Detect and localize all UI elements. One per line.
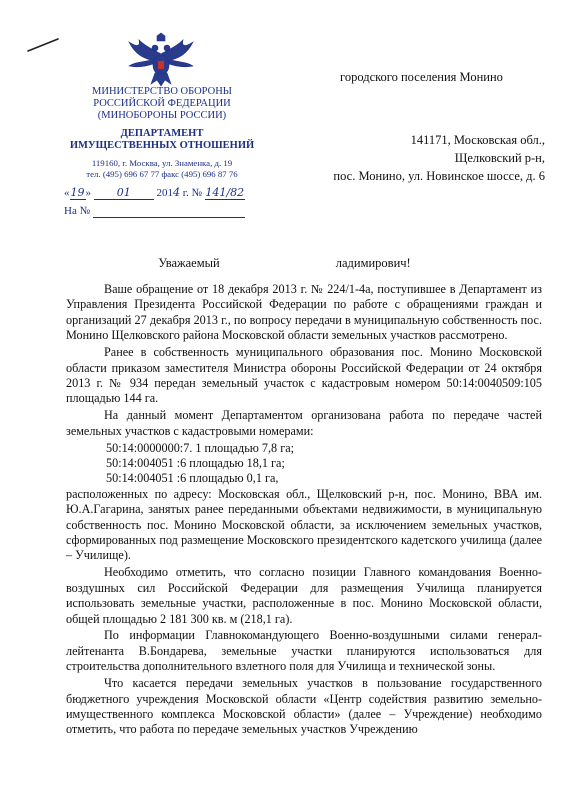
reg-year-digit: 4 (173, 186, 180, 199)
double-headed-eagle-emblem (125, 32, 197, 88)
paragraph-6: По информации Главнокомандующего Военно-воздушными силами генерал-лейтенанта В.Бондарева, земельные участки планируются использоваться для строительства дополнительного взлетного поля для Училища и технической зоны. (66, 628, 542, 674)
recipient-line: городского поселения Монино (340, 70, 503, 84)
letterhead-contacts (64, 158, 260, 179)
letterhead-address: 119160, г. Москва, ул. Знаменка, д. 19 (91, 158, 233, 168)
pen-stroke-mark (26, 36, 60, 54)
paragraph-4: расположенных по адресу: Московская обл., Щелковский р-н, пос. Монино, ВВА им. Ю.А.Гагарина, занятых ранее переданными объектами недвижимости, в муниципальную собственность пос. Монино Московской области, за исключением земельных участков, сформированных под размещение Московского президентского кадетского училища (далее – Училище). (66, 486, 542, 563)
reg-year-prefix: 201 (156, 187, 173, 199)
cadastral-item: 50:14:0000000:7. 1 площадью 7,8 га; (106, 440, 294, 455)
reg-day: 19 (70, 186, 85, 199)
letterhead (64, 86, 260, 179)
reference-line (64, 205, 245, 218)
ministry-name: МИНИСТЕРСТВО ОБОРОНЫ РОССИЙСКОЙ ФЕДЕРАЦИИ (МИНОБОРОНЫ РОССИИ) (92, 86, 232, 121)
recipient-address (333, 131, 545, 185)
salutation (0, 256, 569, 271)
address-district: Щелковский р-н, (454, 151, 545, 165)
salutation-rest: ладимирович! (335, 256, 411, 270)
address-postal: 141171, Московская обл., (410, 133, 545, 147)
cadastral-item: 50:14:004051 :6 площадью 0,1 га, (106, 471, 279, 486)
reg-number: 141/82 (205, 186, 245, 199)
paragraph-2: Ранее в собственность муниципального образования пос. Монино Московской области приказом заместителя Министра обороны Российской Федерации от 24 октября 2013 г. № 934 передан земельный участок с кадастровым номером 50:14:0040509:105 площадью 144 га. (66, 345, 542, 406)
letterhead-phone: тел. (495) 696 67 77 факс (495) 696 87 76 (86, 168, 238, 179)
letter-body (66, 282, 542, 739)
paragraph-1: Ваше обращение от 18 декабря 2013 г. № 224/1-4а, поступившее в Департамент из Управления Президента Российской Федерации по работе с обращениями граждан и организаций 27 декабря 2013 г., по вопросу передачи в муниципальную собственность пос. Монино Щелковского района Московской области земельных участков рассмотрено. (66, 282, 542, 343)
reference-label: На № (64, 205, 91, 217)
paragraph-3: На данный момент Департаментом организована работа по передаче частей земельных участков с кадастровыми номерами: (66, 408, 542, 438)
department-name: ДЕПАРТАМЕНТ ИМУЩЕСТВЕННЫХ ОТНОШЕНИЙ (69, 128, 255, 151)
address-street: пос. Монино, ул. Новинское шоссе, д. 6 (333, 169, 545, 183)
reg-number-prefix: г. № (182, 187, 203, 199)
paragraph-7: Что касается передачи земельных участков в пользование государственного бюджетного учреждения Московской области «Центр содействия развитию земельно-имущественного комплекса Московской области» (далее – Учреждение) необходимо отметить, что работа по передаче земельных участков Учреждению (66, 676, 542, 737)
reg-month: 01 (94, 186, 154, 200)
salutation-word: Уважаемый (158, 256, 220, 270)
cadastral-item: 50:14:004051 :6 площадью 18,1 га; (106, 455, 285, 470)
paragraph-5: Необходимо отметить, что согласно позиции Главного командования Военно-воздушных сил Российской Федерации для размещения Училища планируется использовать земельные участки, расположенные в пос. Монино Московской области, общей площадью 2 181 300 кв. м (218,1 га). (66, 565, 542, 626)
registration-line: «19» 01 2014 г. № 141/82 (64, 186, 245, 199)
